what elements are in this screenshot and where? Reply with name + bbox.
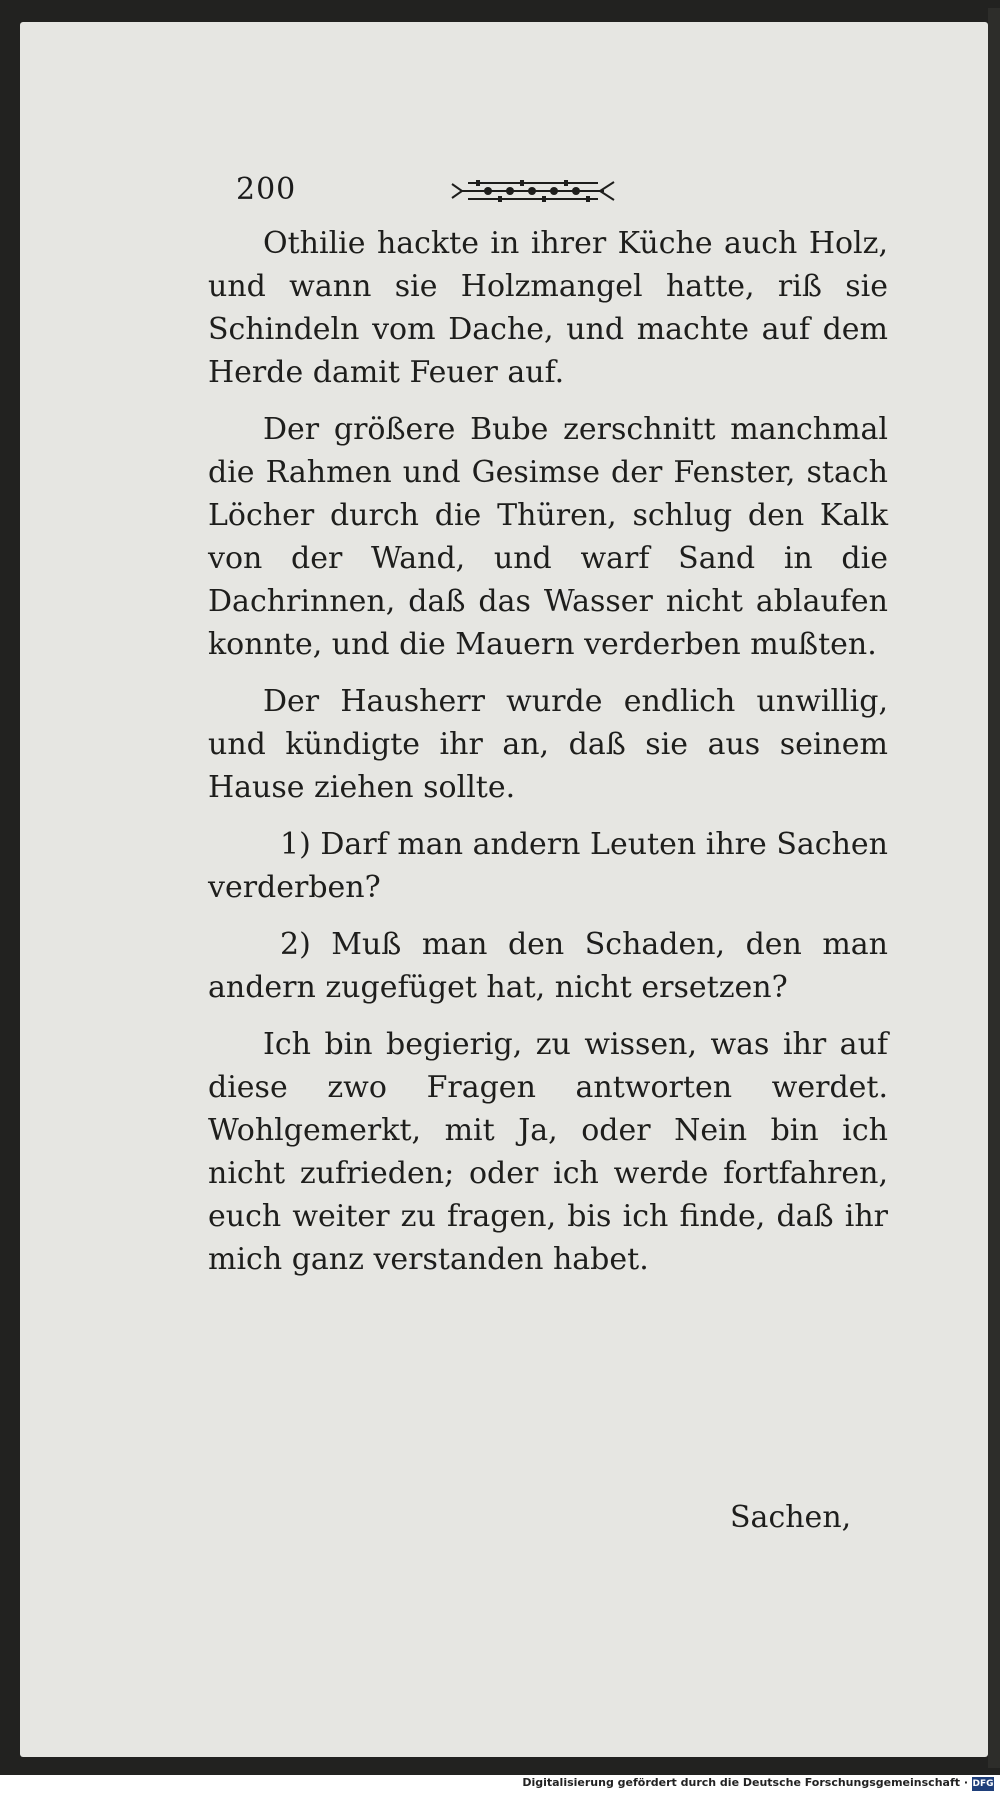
question-1: 1) Darf man andern Leuten ihre Sachen verderben? xyxy=(208,827,888,905)
page-number: 200 xyxy=(236,172,297,207)
dfg-logo-icon: DFG xyxy=(972,1779,994,1789)
catchword: Sachen, xyxy=(730,1500,852,1535)
page-header xyxy=(236,172,656,212)
paragraph-hausherr: Der Hausherr wurde endlich unwillig, und kündigte ihr an, daß sie aus seinem Hause ziehen sollte. xyxy=(208,684,888,805)
digitization-credit: Digitalisierung gefördert durch die Deutsche Forschungsgemeinschaft · xyxy=(522,1776,968,1789)
paragraph-othilie: Othilie hackte in ihrer Küche auch Holz, und wann sie Holzmangel hatte, riß sie Schindeln vom Dache, und machte auf dem Herde damit Feuer auf. xyxy=(208,226,888,390)
ornament-rule-icon xyxy=(448,174,618,212)
scan-edge xyxy=(988,8,1000,1768)
main-text xyxy=(208,222,888,1295)
question-2: 2) Muß man den Schaden, den man andern zugefüget hat, nicht ersetzen? xyxy=(208,927,888,1005)
paragraph-closing: Ich bin begierig, zu wissen, was ihr auf diese zwo Fragen antworten werdet. Wohlgemerkt, mit Ja, oder Nein bin ich nicht zufrieden; oder ich werde fortfahren, euch weiter zu fragen, bis ich finde, daß ihr mich ganz verstanden habet. xyxy=(208,1027,888,1277)
paragraph-bube: Der größere Bube zerschnitt manchmal die Rahmen und Gesimse der Fenster, stach Löcher durch die Thüren, schlug den Kalk von der Wand, und warf Sand in die Dachrinnen, daß das Wasser nicht ablaufen konnte, und die Mauern verderben mußten. xyxy=(208,412,888,662)
